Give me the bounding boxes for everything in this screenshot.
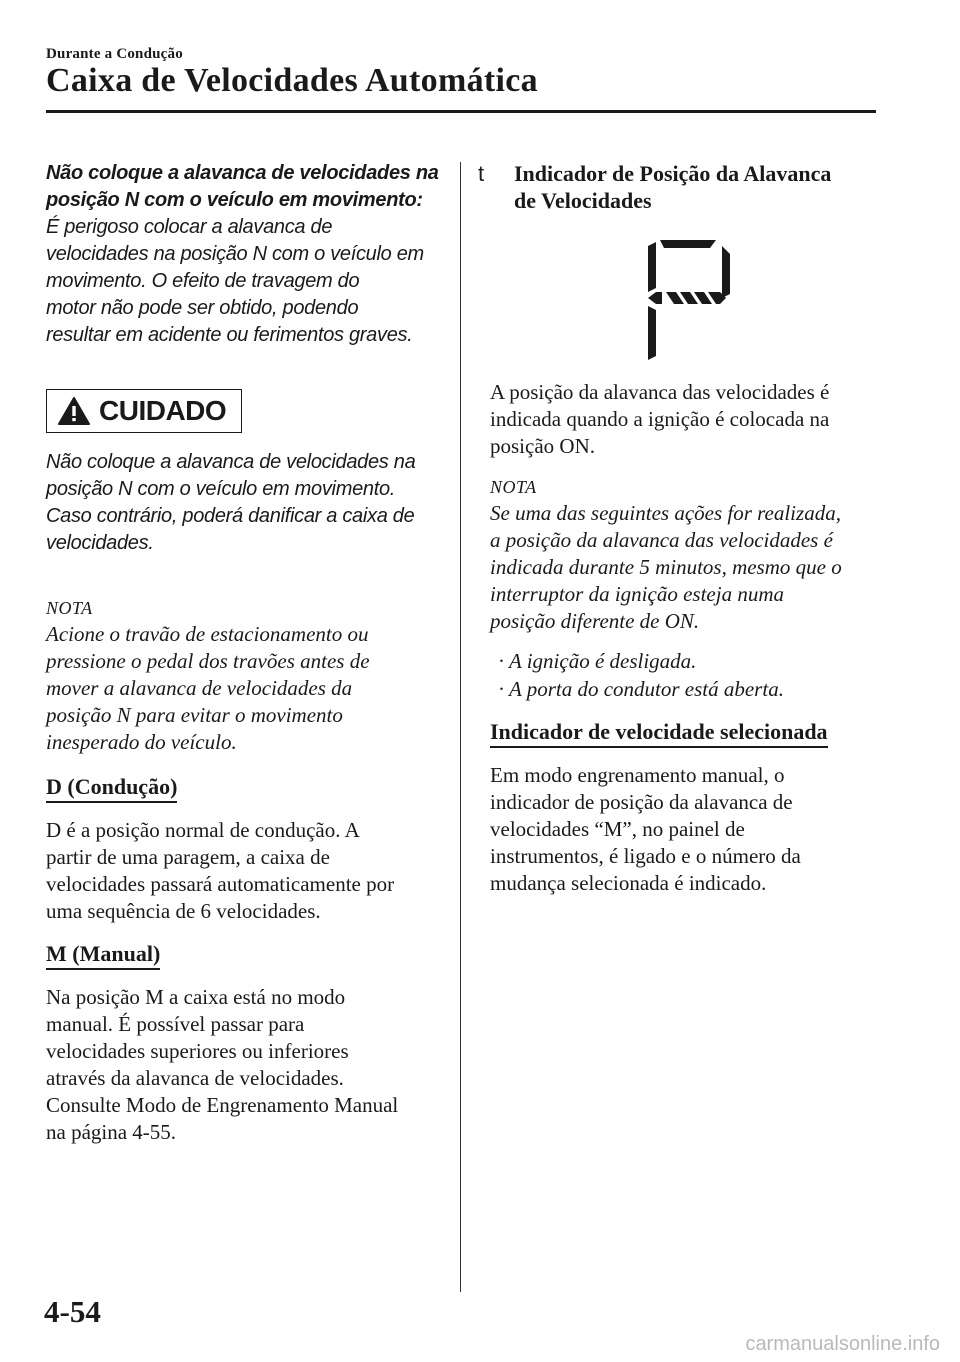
body-line: Em modo engrenamento manual, o [490, 763, 785, 787]
body-line: indicada quando a ignição é colocada na [490, 407, 830, 431]
body-line: uma sequência de 6 velocidades. [46, 899, 321, 923]
body-line: na página 4-55. [46, 1120, 177, 1144]
breadcrumb: Durante a Condução [46, 46, 183, 62]
title-rule [46, 110, 876, 113]
nota-line: inesperado do veículo. [46, 730, 237, 754]
nota-line: interruptor da ignição esteja numa [490, 582, 784, 606]
nota-line: Se uma das seguintes ações for realizada, [490, 501, 841, 525]
section-m [46, 941, 442, 1146]
body-line: D é a posição normal de condução. A [46, 818, 360, 842]
left-column [46, 160, 442, 1146]
section-heading-selected-gear: Indicador de velocidade selecionada [490, 719, 828, 748]
nota-label: NOTA [490, 477, 537, 497]
nota-line: indicada durante 5 minutos, mesmo que o [490, 555, 842, 579]
nota-block-right [490, 474, 878, 703]
nota-line: Acione o travão de estacionamento ou [46, 622, 369, 646]
nota-list [498, 647, 878, 703]
warning-body-line: motor não pode ser obtido, podendo [46, 297, 359, 319]
warning-body-line: velocidades na posição N com o veículo em [46, 243, 424, 265]
caution-label: CUIDADO [99, 395, 227, 426]
body-line: velocidades “M”, no painel de [490, 817, 745, 841]
list-item: · A ignição é desligada. [498, 649, 697, 673]
warning-body-line: movimento. O efeito de travagem do [46, 270, 360, 292]
bullet-icon: t [478, 161, 485, 186]
watermark: carmanualsonline.info [745, 1333, 940, 1355]
caution-body-line: Não coloque a alavanca de velocidades na [46, 451, 416, 473]
warning-triangle-icon [57, 396, 91, 426]
nota-block [46, 595, 442, 756]
page-number: 4-54 [44, 1294, 101, 1329]
body-line: mudança selecionada é indicado. [490, 871, 767, 895]
warning-heading-line-2: posição N com o veículo em movimento: [46, 189, 423, 211]
section-heading-d: D (Condução) [46, 774, 177, 803]
section-heading-m: M (Manual) [46, 941, 160, 970]
nota-line: a posição da alavanca das velocidades é [490, 528, 833, 552]
indicator-heading-line-2: de Velocidades [514, 188, 652, 213]
warning-heading-line-1: Não coloque a alavanca de velocidades na [46, 162, 439, 184]
caution-body-line: velocidades. [46, 532, 154, 554]
list-item: · A porta do condutor está aberta. [498, 677, 784, 701]
body-line: partir de uma paragem, a caixa de [46, 845, 330, 869]
body-line: através da alavanca de velocidades. [46, 1066, 344, 1090]
warning-body-line: resultar em acidente ou ferimentos graves. [46, 324, 413, 346]
nota-line: pressione o pedal dos travões antes de [46, 649, 370, 673]
caution-body-line: posição N com o veículo em movimento. [46, 478, 396, 500]
body-line: instrumentos, é ligado e o número da [490, 844, 801, 868]
indicator-heading [478, 160, 878, 214]
nota-line: posição N para evitar o movimento [46, 703, 343, 727]
warning-body-line: É perigoso colocar a alavanca de [46, 216, 333, 238]
nota-line: mover a alavanca de velocidades da [46, 676, 353, 700]
nota-label: NOTA [46, 598, 93, 618]
page-title: Caixa de Velocidades Automática [46, 62, 538, 99]
section-selected-gear [490, 719, 878, 897]
column-divider [460, 162, 461, 1292]
section-d [46, 774, 442, 925]
body-line: indicador de posição da alavanca de [490, 790, 793, 814]
caution-box [46, 389, 242, 433]
caution-text [46, 449, 442, 557]
body-line: velocidades superiores ou inferiores [46, 1039, 349, 1063]
body-line: posição ON. [490, 434, 595, 458]
body-line: Consulte Modo de Engrenamento Manual [46, 1093, 399, 1117]
body-line: manual. É possível passar para [46, 1012, 305, 1036]
indicator-heading-line-1: Indicador de Posição da Alavanca [514, 161, 832, 186]
right-column [478, 160, 878, 897]
nota-line: posição diferente de ON. [490, 609, 700, 633]
indicator-body [478, 379, 878, 460]
warning-block [46, 160, 442, 349]
body-line: velocidades passará automaticamente por [46, 872, 395, 896]
body-line: A posição da alavanca das velocidades é [490, 380, 830, 404]
caution-body-line: Caso contrário, poderá danificar a caixa de [46, 505, 415, 527]
gear-position-p-icon [636, 232, 736, 364]
body-line: Na posição M a caixa está no modo [46, 985, 346, 1009]
